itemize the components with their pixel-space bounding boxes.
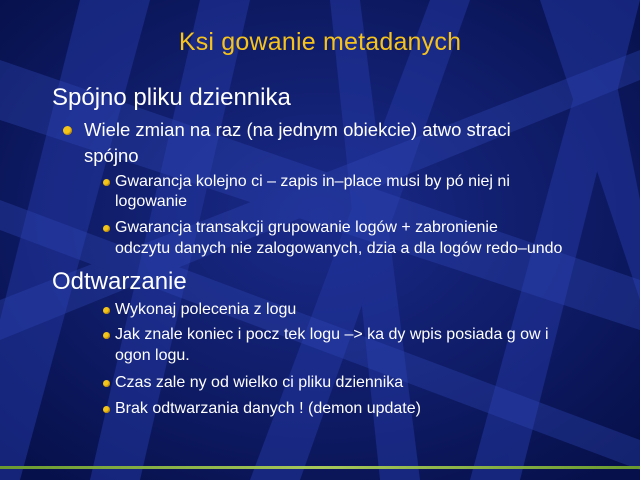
recovery-item: Czas zale ny od wielko ci pliku dziennika (115, 374, 404, 391)
bullet-icon (103, 406, 110, 413)
bullet-icon (63, 126, 72, 135)
bullet-text-continued: spójno (84, 145, 139, 166)
bullet-icon (103, 179, 110, 186)
section-heading-recovery: Odtwarzanie (52, 268, 187, 295)
bullet-icon (103, 332, 110, 339)
bullet-icon (103, 380, 110, 387)
bullet-icon (103, 307, 110, 314)
bullet-text: Wiele zmian na raz (na jednym obiekcie) atwo straci (84, 119, 511, 140)
sub-bullet-text: Gwarancja kolejno ci – zapis in–place musi by pó niej ni (115, 173, 510, 190)
recovery-item: Jak znale koniec i pocz tek logu –> ka dy wpis posiada g ow i (115, 326, 549, 343)
recovery-item: Brak odtwarzania danych ! (demon update) (115, 400, 421, 417)
slide-title: Ksi gowanie metadanych (178, 28, 462, 56)
recovery-item-continued: ogon logu. (115, 347, 190, 364)
footer-divider (0, 466, 640, 469)
bullet-icon (103, 225, 110, 232)
recovery-item: Wykonaj polecenia z logu (115, 301, 297, 318)
sub-bullet-text-continued: logowanie (115, 193, 188, 210)
sub-bullet-text-continued: odczytu danych nie zalogowanych, dzia a dla logów redo–undo (115, 240, 563, 257)
sub-bullet-text: Gwarancja transakcji grupowanie logów + zabronienie (115, 219, 498, 236)
section-heading-log-consistency: Spójno pliku dziennika (52, 84, 291, 111)
